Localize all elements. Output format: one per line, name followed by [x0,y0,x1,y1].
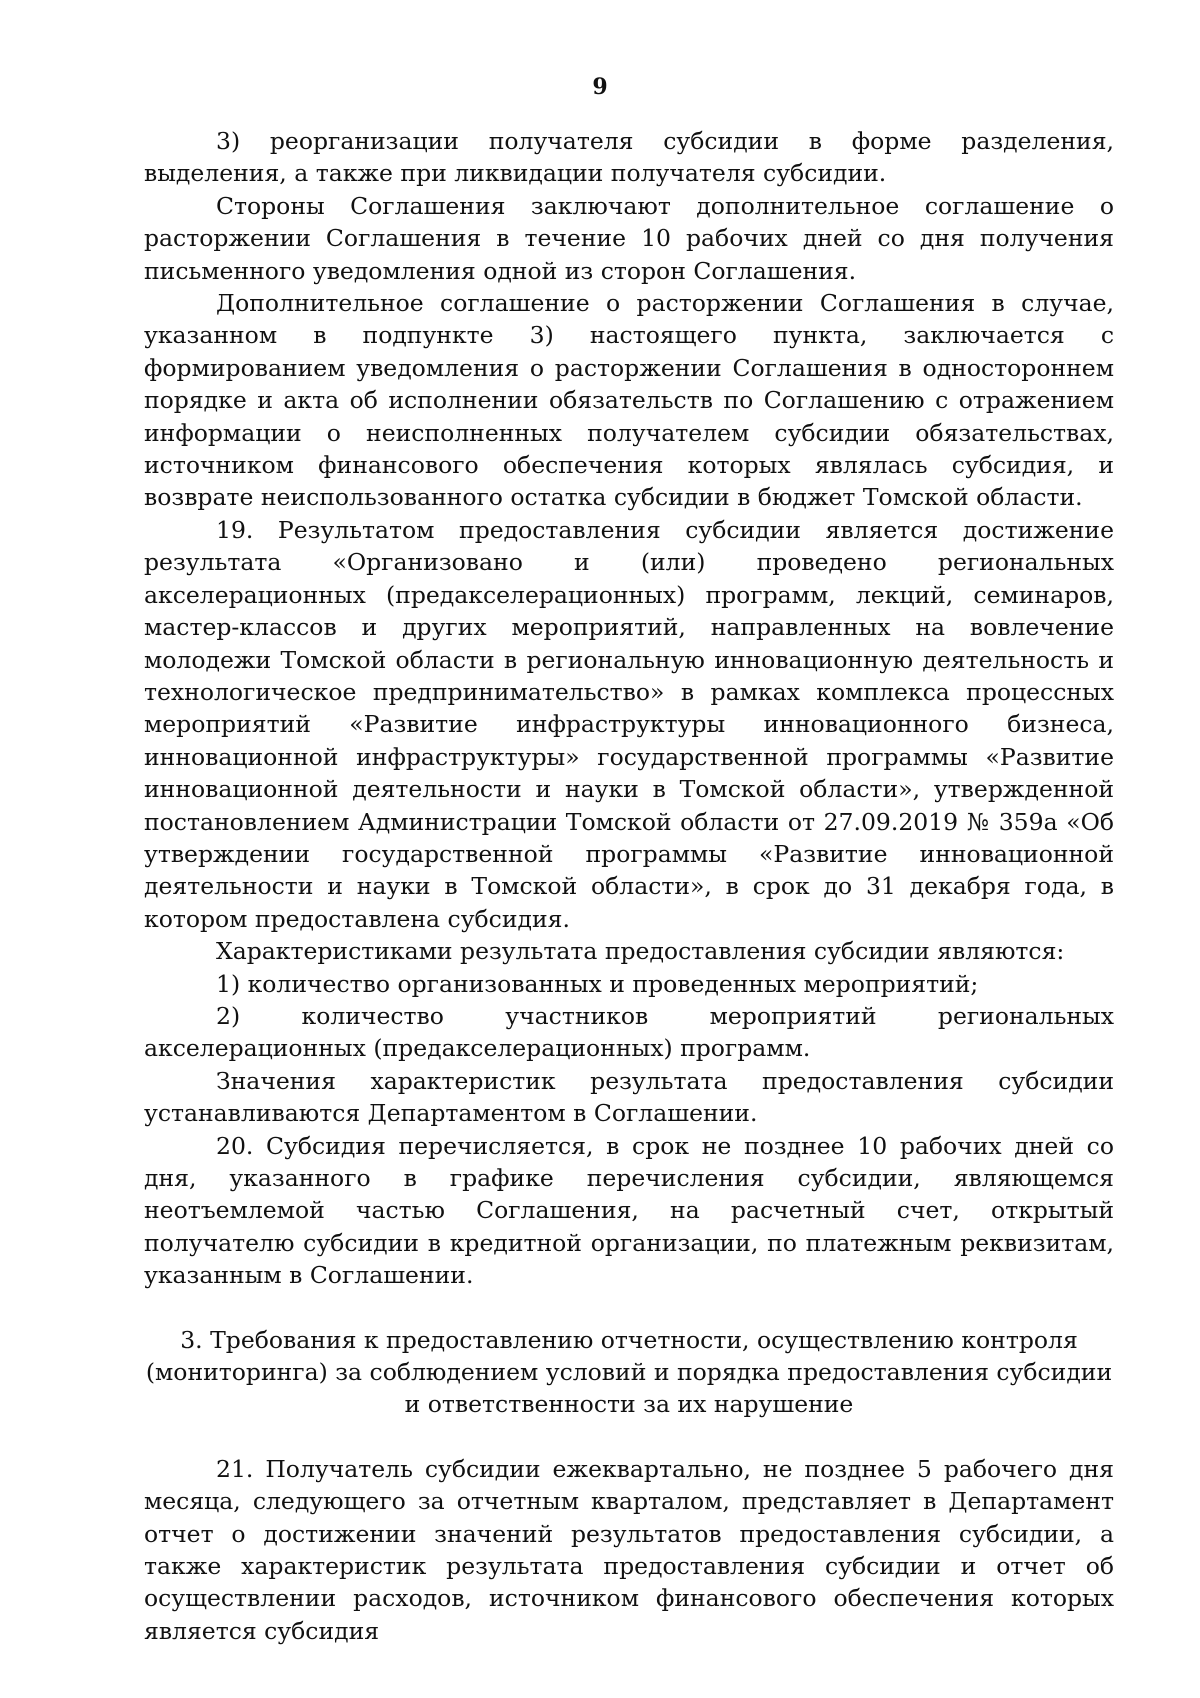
paragraph-characteristic-values: Значения характеристик результата предоставления субсидии устанавливаются Департаментом в Соглашении. [144,1066,1114,1128]
section-heading [144,1324,1114,1421]
page-number: 9 [592,74,608,100]
paragraph-termination-notice: Дополнительное соглашение о расторжении Соглашения в случае, указанном в подпункте 3) настоящего пункта, заключается с формированием уведомления о расторжении Соглашения в одностороннем порядке и акта об исполнении обязательств по Соглашению с отражением информации о неисполненных получателем субсидии обязательствах, источником финансового обеспечения которых являлась субсидия, и возврате неиспользованного остатка субсидии в бюджет Томской области. [144,289,1114,512]
paragraph-clause-21: 21. Получатель субсидии ежеквартально, не позднее 5 рабочего дня месяца, следующего за отчетным кварталом, представляет в Департамент отчет о достижении значений результатов предоставления субсидии, а также характеристик результата предоставления субсидии и отчет об осуществлении расходов, источником финансового обеспечения которых является субсидия [144,1454,1114,1645]
paragraph-clause-20: 20. Субсидия перечисляется, в срок не позднее 10 рабочих дней со дня, указанного в графике перечисления субсидии, являющемся неотъемлемой частью Соглашения, на расчетный счет, открытый получателю субсидии в кредитной организации, по платежным реквизитам, указанным в Соглашении. [144,1131,1114,1290]
paragraph-characteristic-1: 1) количество организованных и проведенных мероприятий; [216,969,979,998]
paragraph-termination-agreement: Стороны Соглашения заключают дополнительное соглашение о расторжении Соглашения в течение 10 рабочих дней со дня получения письменного уведомления одной из сторон Соглашения. [144,191,1114,285]
section-heading-line: (мониторинга) за соблюдением условий и порядка предоставления субсидии [145,1358,1113,1387]
paragraph-characteristic-2: 2) количество участников мероприятий региональных акселерационных (предакселерационных) программ. [144,1001,1114,1063]
section-heading-line: и ответственности за их нарушение [404,1390,854,1419]
paragraph-subclause-3: 3) реорганизации получателя субсидии в форме разделения, выделения, а также при ликвидации получателя субсидии. [144,127,1114,188]
paragraph-clause-19: 19. Результатом предоставления субсидии является достижение результата «Организовано и (или) проведено региональных акселерационных (предакселерационных) программ, лекций, семинаров, мастер-классов и других мероприятий, направленных на вовлечение молодежи Томской области в региональную инновационную деятельность и технологическое предпринимательство» в рамках комплекса процессных мероприятий «Развитие инфраструктуры инновационного бизнеса, инновационной инфраструктуры» государственной программы «Развитие инновационной деятельности и науки в Томской области», утвержденной постановлением Администрации Томской области от 27.09.2019 № 359а «Об утверждении государственной программы «Развитие инновационной деятельности и науки в Томской области», в срок до 31 декабря года, в котором предоставлена субсидия. [144,515,1114,933]
paragraph-result-characteristics: Характеристиками результата предоставления субсидии являются: [216,937,1065,966]
section-heading-line: 3. Требования к предоставлению отчетности, осуществлению контроля [180,1325,1078,1354]
document-body [144,125,1114,1647]
